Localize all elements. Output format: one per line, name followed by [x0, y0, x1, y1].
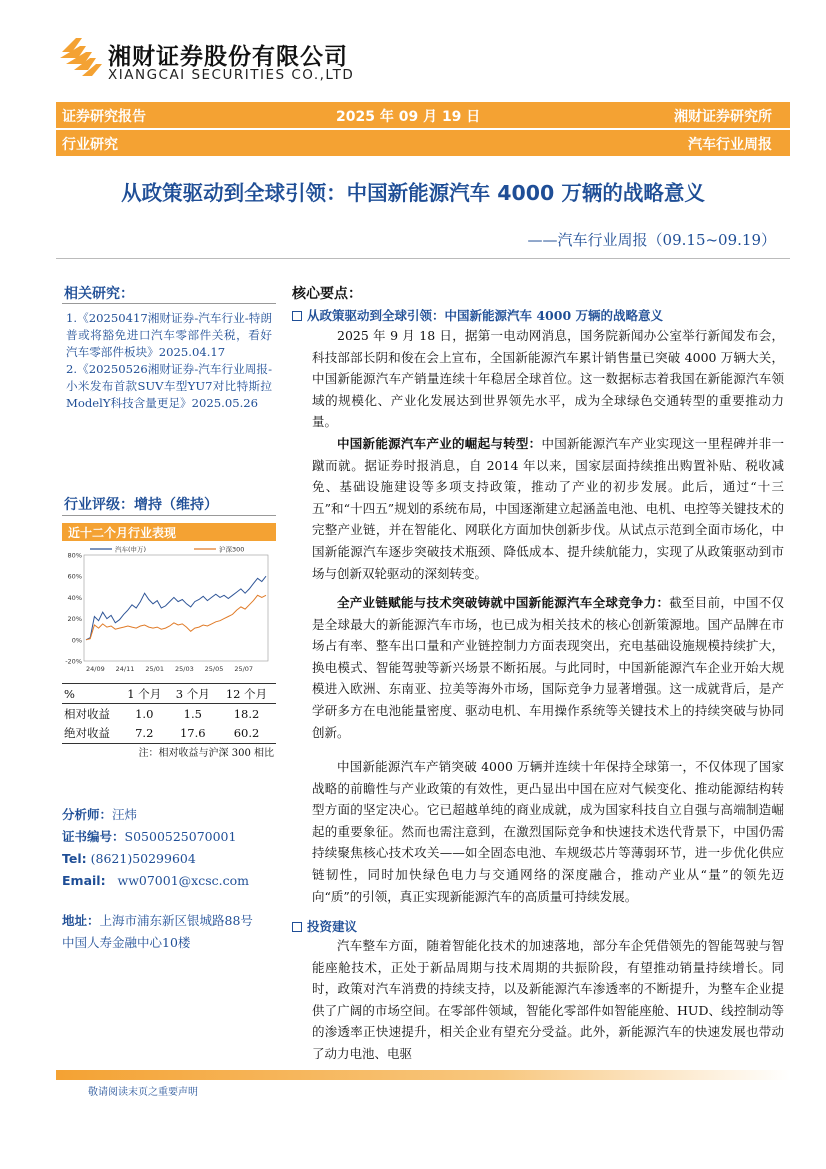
y-tick-label: -20% — [65, 657, 82, 666]
paragraph-text: 汽车整车方面，随着智能化技术的加速落地，部分车企凭借领先的智能驾驶与智能座舱技术，正处于新品周期与技术周期的共振阶段，有望推动销量持续增长。同时，政策对汽车消费的持续支持，以及新能源汽车渗透率的不断提升，为整车企业提供了广阔的市场空间。在零部件领域，智能化零部件如智能座舱、HUD、线控制动等的渗透率正快速提升，相关企业有望充分受益。此外，新能源汽车的快速发展也带动了动力电池、电驱 — [312, 938, 784, 1061]
table-header-row — [62, 684, 276, 704]
address-info — [62, 910, 253, 954]
x-tick-label: 25/01 — [145, 665, 165, 673]
table-cell: 60.2 — [233, 726, 260, 741]
company-name-cn: 湘财证券股份有限公司 — [108, 44, 348, 70]
email-label: Email: — [62, 873, 106, 888]
x-tick-label: 24/11 — [115, 665, 135, 673]
paragraph — [312, 433, 784, 584]
report-date: 2025 年 09 月 19 日 — [336, 109, 481, 125]
table-row — [62, 724, 276, 744]
series-line-2 — [86, 595, 266, 640]
table-row — [62, 704, 276, 724]
research-type: 行业研究 — [62, 137, 118, 153]
table-cell: 1.0 — [135, 706, 154, 721]
address-label: 地址： — [62, 913, 100, 928]
cert-label: 证书编号： — [62, 829, 125, 844]
tel-number: (8621)50299604 — [90, 851, 196, 866]
y-tick-label: 40% — [67, 593, 82, 602]
analyst-name: 汪炜 — [112, 807, 138, 822]
rating-divider — [62, 515, 276, 516]
related-research-item[interactable]: 2.《20250526湘财证券-汽车行业周报-小米发布首款SUV车型YU7对比特斯拉ModelY科技含量更足》2025.05.26 — [66, 362, 272, 410]
chart-title: 近十二个月行业表现 — [62, 523, 276, 541]
cert-number: S0500525070001 — [124, 829, 237, 844]
section-heading — [292, 917, 357, 935]
analyst-info — [62, 804, 249, 892]
table-cell: 17.6 — [179, 726, 206, 741]
report-series: 汽车行业周报 — [688, 137, 772, 153]
y-tick-label: 20% — [67, 615, 82, 624]
table-header-cell: % — [64, 686, 75, 701]
section-heading — [292, 306, 663, 324]
y-tick-label: 0% — [71, 636, 82, 645]
x-tick-label: 25/03 — [175, 665, 194, 673]
section-heading-text: 从政策驱动到全球引领：中国新能源汽车 4000 万辆的战略意义 — [307, 308, 663, 323]
report-type: 证券研究报告 — [62, 109, 146, 125]
section-heading-text: 投资建议 — [307, 919, 358, 934]
paragraph-text: 2025 年 9 月 18 日，据第一电动网消息，国务院新闻办公室举行新闻发布会，科技部部长阴和俊在会上宣布，全国新能源汽车累计销售量已突破 4000 万辆大关，中国新能源汽车产销量连续十年稳居全球首位。这一数据标志着我国在新能源汽车领域的规模化、产业化发展达到世界领先水平，成为全球绿色交通转型的重要推动力量。 — [312, 328, 784, 430]
analyst-label: 分析师： — [62, 807, 113, 822]
paragraph-lead: 中国新能源汽车产业的崛起与转型： — [337, 436, 542, 451]
report-category-bar — [56, 130, 790, 156]
performance-table — [62, 683, 276, 744]
paragraph — [312, 592, 784, 743]
related-research-list — [66, 310, 272, 412]
paragraph-lead: 全产业链赋能与技术突破铸就中国新能源汽车全球竞争力： — [337, 595, 670, 610]
company-name-en: XIANGCAI SECURITIES CO.,LTD — [108, 67, 355, 83]
table-header-cell: 3 个月 — [175, 686, 210, 701]
institute-name: 湘财证券研究所 — [674, 109, 772, 125]
paragraph — [312, 935, 784, 1065]
related-research-divider — [62, 303, 276, 304]
address-line: 上海市浦东新区银城路88号 — [99, 913, 253, 928]
checkbox-icon — [292, 311, 302, 321]
table-cell: 绝对收益 — [64, 726, 110, 741]
report-title: 从政策驱动到全球引领：中国新能源汽车 4000 万辆的战略意义 — [121, 181, 705, 205]
table-cell: 7.2 — [135, 726, 154, 741]
report-info-bar — [56, 102, 790, 128]
x-tick-label: 24/09 — [86, 665, 105, 673]
plot-area — [84, 555, 268, 661]
checkbox-icon — [292, 922, 302, 932]
paragraph — [312, 325, 784, 433]
table-cell: 1.5 — [183, 706, 202, 721]
title-divider — [56, 258, 790, 259]
table-cell: 相对收益 — [64, 706, 110, 721]
footer-bar — [56, 1070, 790, 1080]
table-header-cell: 1 个月 — [127, 686, 162, 701]
report-subtitle: ——汽车行业周报（09.15~09.19） — [527, 231, 776, 249]
industry-rating: 行业评级：增持（维持） — [64, 497, 218, 513]
tel-label: Tel: — [62, 851, 87, 866]
paragraph-text: 截至目前，中国不仅是全球最大的新能源汽车市场，也已成为相关技术的核心创新策源地。国产品牌在市场占有率、整车出口量和产业链控制力方面表现突出，充电基础设施规模持续扩大，换电模式、智能驾驶等新兴场景不断拓展。与此同时，中国新能源汽车企业开始大规模进入欧洲、东南亚、拉美等海外市场，国际竞争力显著增强。这一成就背后，是产学研多方在电池能量密度、驱动电机、车用操作系统等关键技术上的持续突破与协同创新。 — [312, 595, 784, 740]
paragraph-text: 中国新能源汽车产销突破 4000 万辆并连续十年保持全球第一，不仅体现了国家战略的前瞻性与产业政策的有效性，更凸显出中国在应对气候变化、推动能源结构转型方面的坚定决心。它已超越单纯的商业成就，成为国家科技自立自强与高端制造崛起的重要象征。然而也需注意到，在激烈国际竞争和快速技术迭代背景下，中国仍需持续聚焦核心技术攻关——如全固态电池、车规级芯片等薄弱环节，进一步优化供应链韧性，同时加快绿色电力与交通网络的深度融合，推动产业从“量”的领先迈向“质”的引领，真正实现新能源汽车的高质量可持续发展。 — [312, 759, 784, 904]
company-logo — [58, 34, 104, 78]
footer-disclaimer: 敬请阅读末页之重要声明 — [88, 1087, 198, 1098]
core-points-title: 核心要点： — [292, 286, 362, 302]
paragraph — [312, 756, 784, 907]
table-cell: 18.2 — [233, 706, 260, 721]
x-tick-label: 25/05 — [204, 665, 224, 673]
table-header-cell: 12 个月 — [225, 686, 268, 701]
related-research-item[interactable]: 1.《20250417湘财证券-汽车行业-特朗普或将豁免进口汽车零部件关税，看好汽车零部件板块》2025.04.17 — [66, 311, 272, 359]
address-line: 中国人寿金融中心10楼 — [62, 935, 191, 950]
paragraph-text: 中国新能源汽车产业实现这一里程碑并非一蹴而就。据证券时报消息，自 2014 年以来，国家层面持续推出购置补贴、税收减免、基础设施建设等多项支持政策，推动了产业的初步发展。此后，通过“十三五”和“十四五”规划的系统布局，中国逐渐建立起涵盖电池、电机、电控等关键技术的完整产业链，并在智能化、网联化方面加快创新步伐。从试点示范到全面市场化，中国新能源汽车逐步突破技术瓶颈、降低成本、提升续航能力，实现了从政策驱动到市场与创新双轮驱动的深刻转变。 — [312, 436, 784, 581]
industry-performance-chart — [62, 541, 276, 679]
legend-label: 汽车(申万) — [115, 545, 147, 554]
y-tick-label: 80% — [67, 551, 82, 560]
table-note: 注：相对收益与沪深 300 相比 — [138, 748, 274, 759]
x-tick-label: 25/07 — [234, 665, 254, 673]
email-address[interactable]: ww07001@xcsc.com — [117, 873, 249, 888]
legend-label: 沪深300 — [219, 545, 245, 554]
y-tick-label: 60% — [67, 572, 82, 581]
related-research-title: 相关研究： — [64, 286, 134, 302]
